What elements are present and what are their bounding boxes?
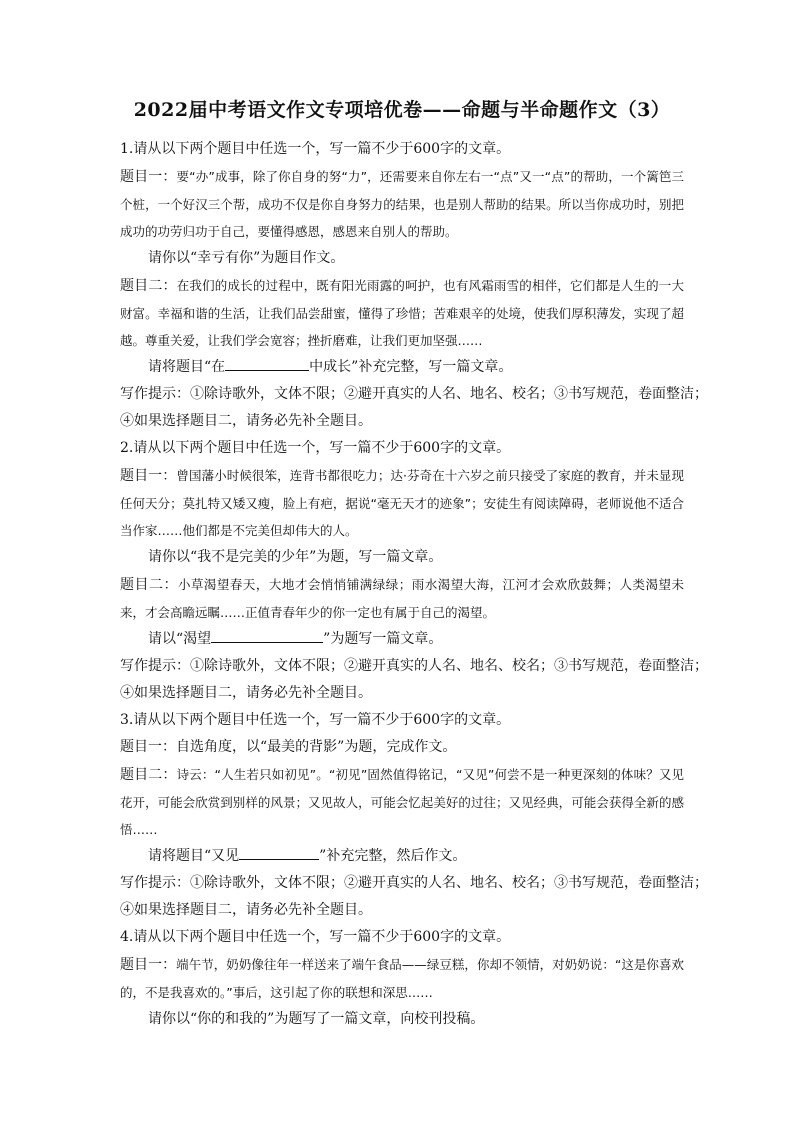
question-intro: 2.请从以下两个题目中任选一个，写一篇不少于600字的文章。: [120, 440, 511, 456]
topic-text: 诗云：“人生若只如初见”。“初见”固然值得铭记，“又见”何尝不是一种更深刻的体味？又见花开，可能会欣赏到别样的风景；又见故人，可能会忆起美好的过往；又见经典，可能会获得全新的感悟……: [120, 767, 684, 837]
writing-tips-cont: ④如果选择题目二，请务必先补全题目。: [120, 902, 372, 918]
topic-two-paragraph: [120, 571, 684, 626]
topic-one-paragraph: [120, 462, 684, 544]
topic-text: 要“办”成事，除了你自身的努“力”，还需要来自你左右一“点”又一“点”的帮助，一个篱笆三个桩，一个好汉三个帮，成功不仅是你自身努力的结果，也是别人帮助的结果。所以当你成功时，别把成功的功劳归功于自己，要懂得感恩，感恩来自别人的帮助。: [120, 169, 685, 239]
topic-one-paragraph: [120, 951, 684, 1006]
topic-prompt: 请你以“幸亏有你”为题目作文。: [148, 250, 345, 266]
fill-in-prompt: 请将题目“又见 ”补充完整，然后作文。: [120, 843, 684, 870]
topic-prompt: 请你以“我不是完美的少年”为题，写一篇文章。: [148, 549, 443, 565]
topic-text: 在我们的成长的过程中，既有阳光雨露的呵护，也有风霜雨雪的相伴，它们都是人生的一大财富。幸福和谐的生活，让我们品尝甜蜜，懂得了珍惜；苦难艰辛的处境，使我们厚积薄发，实现了超越。尊重关爱，让我们学会宽容；挫折磨难，让我们更加坚强……: [120, 278, 684, 348]
title-blank[interactable]: [239, 843, 319, 860]
topic-prompt: 请你以“你的和我的”为题写了一篇文章，向校刊投稿。: [148, 1011, 485, 1027]
fill-in-prompt: 请将题目“在 中成长”补充完整，写一篇文章。: [120, 354, 684, 381]
question-1: [120, 136, 708, 435]
topic-label: 题目一：: [120, 468, 177, 484]
topic-label: 题目二：: [120, 577, 178, 593]
question-intro: 4.请从以下两个题目中任选一个，写一篇不少于600字的文章。: [120, 929, 511, 945]
topic-two-paragraph: [120, 272, 684, 354]
document-title: 2022届中考语文作文专项培优卷——命题与半命题作文（3）: [133, 99, 671, 121]
topic-label: 题目一：: [120, 957, 177, 973]
fill-in-prompt: 请以“渴望 ”为题写一篇文章。: [120, 626, 684, 653]
topic-one-paragraph: [120, 163, 684, 245]
question-3: [120, 707, 708, 924]
question-intro: 3.请从以下两个题目中任选一个，写一篇不少于600字的文章。: [120, 712, 511, 728]
writing-tips-cont: ④如果选择题目二，请务必先补全题目。: [120, 685, 372, 701]
question-2: [120, 435, 708, 707]
writing-tips: 写作提示：①除诗歌外，文体不限；②避开真实的人名、地名、校名；③书写规范，卷面整洁；: [120, 386, 708, 402]
topic-text: 端午节，奶奶像往年一样送来了端午食品——绿豆糕，你却不领情，对奶奶说：“这是你喜欢的，不是我喜欢的。”事后，这引起了你的联想和深思……: [120, 957, 685, 1000]
topic-label: 题目二：: [120, 767, 177, 783]
writing-tips: 写作提示：①除诗歌外，文体不限；②避开真实的人名、地名、校名；③书写规范，卷面整洁；: [120, 658, 708, 674]
topic-label: 题目二：: [120, 278, 177, 294]
topic-text: 小草渴望春天，大地才会悄悄铺满绿绿；雨水渴望大海，江河才会欢欣鼓舞；人类渴望未来，才会高瞻远瞩……正值青春年少的你一定也有属于自己的渴望。: [120, 577, 684, 620]
question-intro: 1.请从以下两个题目中任选一个，写一篇不少于600字的文章。: [120, 141, 511, 157]
title-blank[interactable]: [211, 626, 323, 643]
title-blank[interactable]: [225, 354, 309, 371]
question-4: [120, 924, 684, 1033]
writing-tips: 写作提示：①除诗歌外，文体不限；②避开真实的人名、地名、校名；③书写规范，卷面整洁；: [120, 875, 708, 891]
topic-text: 自选角度，以“最美的背影”为题，完成作文。: [176, 739, 457, 755]
topic-label: 题目一：: [120, 739, 176, 755]
topic-label: 题目一：: [120, 169, 177, 185]
writing-tips-cont: ④如果选择题目二，请务必先补全题目。: [120, 413, 372, 429]
topic-one-paragraph: [120, 734, 684, 761]
topic-text: 曾国藩小时候很笨，连背书都很吃力；达·芬奇在十六岁之前只接受了家庭的教育，并未显现任何天分；莫扎特又矮又瘦，脸上有疤，据说“毫无天才的迹象”；安徒生有阅读障碍，老师说他不适合当作家……他们都是不完美但却伟大的人。: [120, 468, 685, 538]
topic-two-paragraph: [120, 761, 684, 843]
